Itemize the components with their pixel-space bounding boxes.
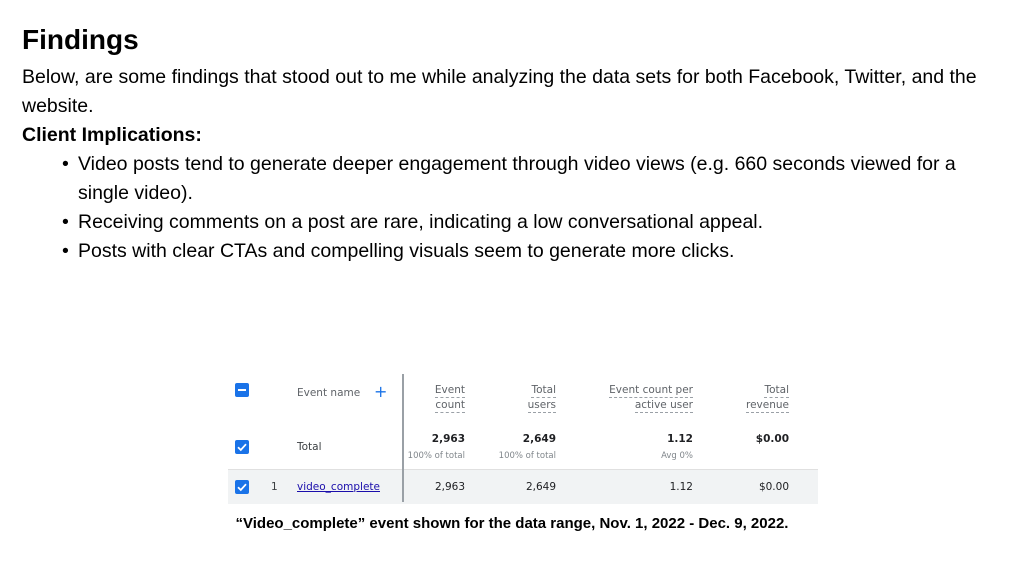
row-divider — [228, 469, 818, 470]
row-revenue: $0.00 — [758, 481, 789, 493]
total-event-count: 2,963 — [431, 433, 465, 445]
total-row-checkbox[interactable] — [235, 440, 249, 454]
bullet-text: Posts with clear CTAs and compelling visuals seem to generate more clicks. — [78, 240, 735, 262]
total-per-user-avg: Avg 0% — [661, 451, 693, 461]
row-total-users: 2,649 — [525, 481, 556, 493]
list-item — [62, 208, 997, 237]
total-event-count-share: 100% of total — [407, 451, 465, 461]
minus-icon — [235, 383, 249, 397]
row-index: 1 — [271, 481, 278, 493]
row-event-count: 2,963 — [434, 481, 465, 493]
total-users: 2,649 — [522, 433, 556, 445]
bullet-icon: • — [62, 240, 69, 262]
intro-paragraph: Below, are some findings that stood out to me while analyzing the data sets for both Facebook, Twitter, and the website. — [22, 66, 977, 117]
event-name-link[interactable]: video_complete — [297, 481, 380, 493]
header-total-revenue[interactable]: Total revenue — [746, 384, 789, 411]
header-event-count-per-user[interactable]: Event count per active user — [609, 384, 693, 411]
total-revenue: $0.00 — [755, 433, 789, 445]
list-item — [62, 150, 997, 208]
total-users-share: 100% of total — [498, 451, 556, 461]
total-row-label: Total — [297, 441, 322, 453]
checkmark-icon — [235, 440, 249, 454]
implications-heading: Client Implications: — [22, 124, 202, 146]
row-per-user: 1.12 — [669, 481, 693, 493]
select-all-checkbox[interactable] — [235, 383, 249, 397]
column-divider — [402, 374, 404, 502]
page-title: Findings — [22, 24, 139, 55]
header-total-users[interactable]: Total users — [527, 384, 556, 411]
bullet-text: Video posts tend to generate deeper engagement through video views (e.g. 660 seconds viewed for a single video). — [78, 153, 956, 204]
bullet-icon: • — [62, 153, 69, 175]
list-item — [62, 237, 997, 266]
checkmark-icon — [235, 480, 249, 494]
header-event-name[interactable]: Event name — [297, 387, 361, 399]
bullet-text: Receiving comments on a post are rare, indicating a low conversational appeal. — [78, 211, 764, 233]
table-caption: “Video_complete” event shown for the data range, Nov. 1, 2022 - Dec. 9, 2022. — [235, 515, 789, 532]
bullet-icon: • — [62, 211, 69, 233]
add-dimension-icon[interactable]: + — [374, 382, 388, 401]
total-per-user: 1.12 — [667, 433, 693, 445]
header-event-count[interactable]: Event count — [434, 384, 465, 411]
implications-list — [62, 150, 997, 266]
row-checkbox[interactable] — [235, 480, 249, 494]
analytics-table — [228, 372, 818, 504]
